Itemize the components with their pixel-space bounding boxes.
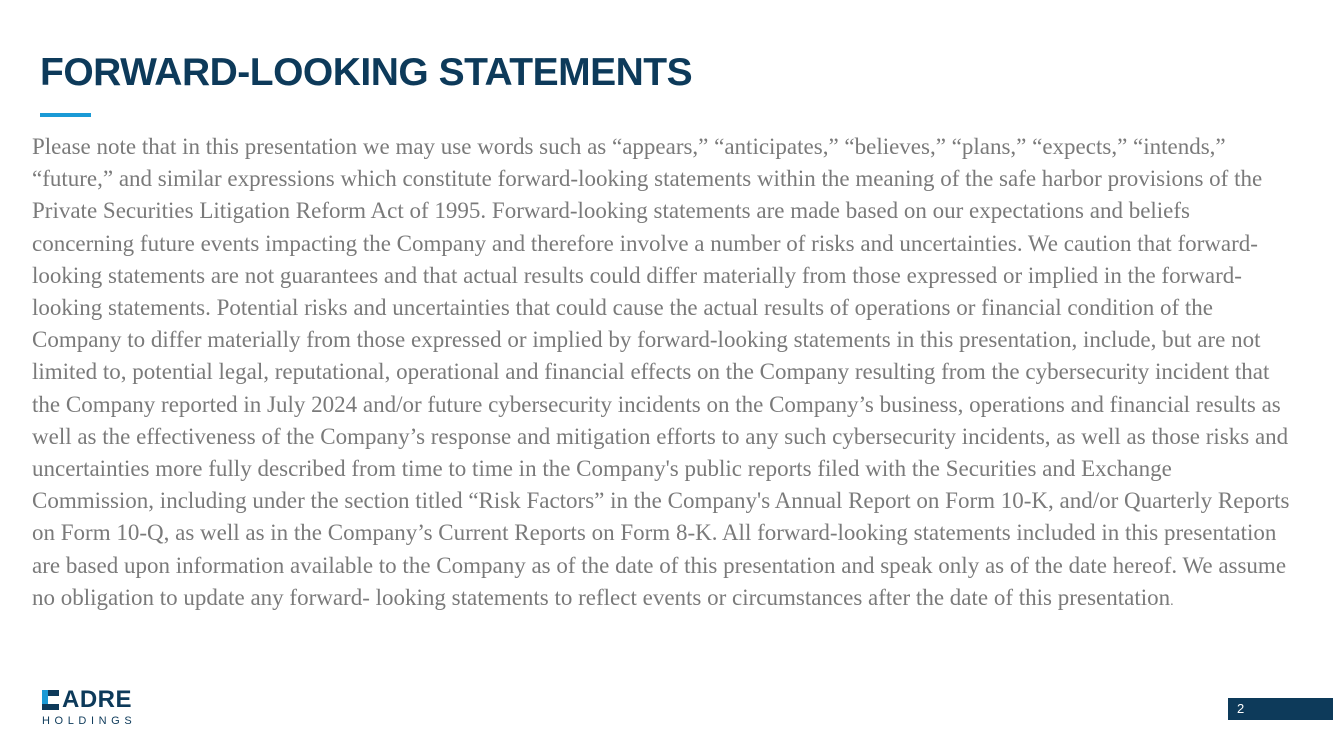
- company-logo: [42, 688, 152, 730]
- body-paragraph: [32, 131, 1292, 618]
- logo-wordmark: ADRE: [62, 686, 133, 713]
- logo-c-icon: [42, 690, 59, 710]
- logo-subtitle: HOLDINGS: [42, 715, 137, 727]
- body-text: Please note that in this presentation we may use words such as “appears,” “anticipates,” “believes,” “plans,” “expects,” “intends,” “future,” and similar expressions which constitute forward-looking statements within the meaning of the safe harbor provisions of the Private Securities Litigation Reform Act of 1995. Forward-looking statements are made based on our expectations and beliefs concerning future events impacting the Company and therefore involve a number of risks and uncertainties. We caution that forward-looking statements are not guarantees and that actual results could differ materially from those expressed or implied in the forward-looking statements. Potential risks and uncertainties that could cause the actual results of operations or financial condition of the Company to differ materially from those expressed or implied by forward-looking statements in this presentation, include, but are not limited to, potential legal, reputational, operational and financial effects on the Company resulting from the cybersecurity incident that the Company reported in July 2024 and/or future cybersecurity incidents on the Company’s business, operations and financial results as well as the effectiveness of the Company’s response and mitigation efforts to any such cybersecurity incidents, as well as those risks and uncertainties more fully described from time to time in the Company's public reports filed with the Securities and Exchange Commission, including under the section titled “Risk Factors” in the Company's Annual Report on Form 10-K, and/or Quarterly Reports on Form 10-Q, as well as in the Company’s Current Reports on Form 8-K. All forward-looking statements included in this presentation are based upon information available to the Company as of the date of this presentation and speak only as of the date hereof. We assume no obligation to update any forward- looking statements to reflect events or circumstances after the date of this presentation: [32, 134, 1290, 610]
- slide-title: FORWARD-LOOKING STATEMENTS: [40, 51, 693, 94]
- logo-mark: [42, 686, 133, 713]
- page-number-badge: 2: [1228, 698, 1333, 720]
- title-accent-bar: [40, 113, 91, 117]
- body-text-tail: .: [1170, 593, 1174, 609]
